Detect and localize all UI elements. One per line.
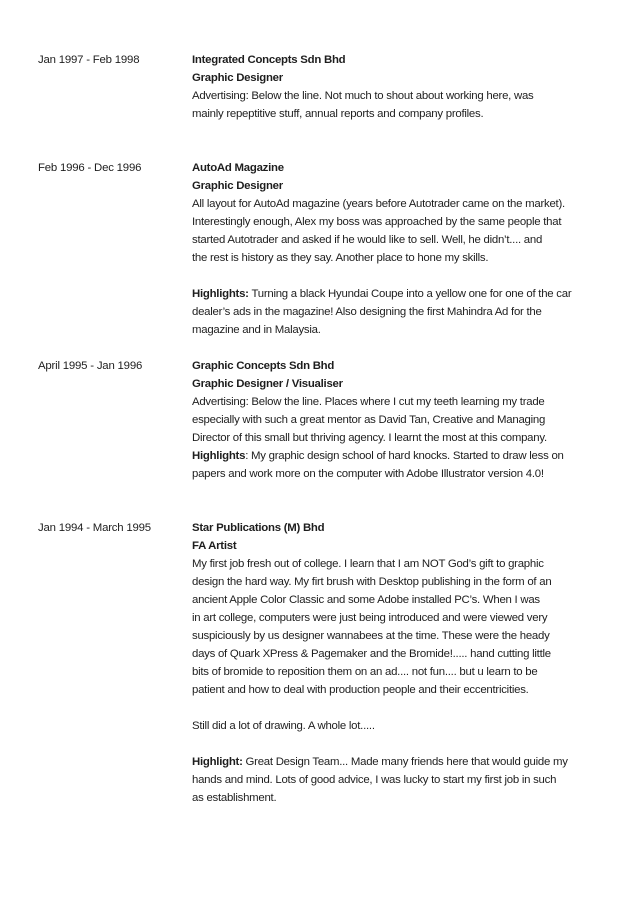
job-role: Graphic Designer: [192, 180, 283, 192]
job-details: [192, 357, 612, 483]
company-name: Integrated Concepts Sdn Bhd: [192, 54, 346, 66]
description-line: My first job fresh out of college. I learn that I am NOT God’s gift to graphic: [192, 558, 544, 570]
job-role: Graphic Designer / Visualiser: [192, 378, 343, 390]
job-role: FA Artist: [192, 540, 237, 552]
job-role: Graphic Designer: [192, 72, 283, 84]
company-name: Graphic Concepts Sdn Bhd: [192, 360, 335, 372]
description-line: Advertising: Below the line. Not much to shout about working here, was: [192, 90, 534, 102]
highlight-line: dealer’s ads in the magazine! Also designing the first Mahindra Ad for the: [192, 306, 542, 318]
description-line: in art college, computers were just being introduced and were viewed very: [192, 612, 548, 624]
description-line: patient and how to deal with production people and their eccentricities.: [192, 684, 529, 696]
job-details: [192, 159, 612, 339]
description-line: suspiciously by us designer wannabees at the time. These were the heady: [192, 630, 550, 642]
description-line: bits of bromide to reposition them on an ad.... not fun.... but u learn to be: [192, 666, 538, 678]
company-name: AutoAd Magazine: [192, 162, 284, 174]
description-line: Director of this small but thriving agency. I learnt the most at this company.: [192, 432, 547, 444]
highlight-line: [192, 285, 612, 303]
description-line: mainly repeptitive stuff, annual reports and company profiles.: [192, 108, 484, 120]
job-date: April 1995 - Jan 1996: [38, 360, 143, 372]
highlight-line: [192, 447, 612, 465]
job-date: Feb 1996 - Dec 1996: [38, 162, 142, 174]
description-line: especially with such a great mentor as David Tan, Creative and Managing: [192, 414, 546, 426]
highlight-line: [192, 753, 612, 771]
highlight-line: magazine and in Malaysia.: [192, 324, 321, 336]
description-line: the rest is history as they say. Another place to hone my skills.: [192, 252, 489, 264]
highlight-text: : My graphic design school of hard knocks. Started to draw less on: [245, 450, 564, 462]
highlight-text: Great Design Team... Made many friends here that would guide my: [242, 756, 568, 768]
job-date: Jan 1994 - March 1995: [38, 522, 151, 534]
extra-note: Still did a lot of drawing. A whole lot.....: [192, 720, 375, 732]
description-line: ancient Apple Color Classic and some Adobe installed PC’s. When I was: [192, 594, 540, 606]
description-line: Interestingly enough, Alex my boss was approached by the same people that: [192, 216, 562, 228]
highlight-line: hands and mind. Lots of good advice, I was lucky to start my first job in such: [192, 774, 557, 786]
highlight-label: Highlights:: [192, 288, 249, 300]
highlight-label: Highlight:: [192, 756, 243, 768]
job-date: Jan 1997 - Feb 1998: [38, 54, 140, 66]
job-details: [192, 519, 612, 807]
description-line: started Autotrader and asked if he would like to sell. Well, he didn’t.... and: [192, 234, 543, 246]
company-name: Star Publications (M) Bhd: [192, 522, 325, 534]
highlight-line: as establishment.: [192, 792, 277, 804]
job-details: [192, 51, 612, 123]
highlight-line: papers and work more on the computer with Adobe Illustrator version 4.0!: [192, 468, 544, 480]
highlight-label: Highlights: [192, 450, 246, 462]
description-line: Advertising: Below the line. Places where I cut my teeth learning my trade: [192, 396, 545, 408]
description-line: days of Quark XPress & Pagemaker and the Bromide!..... hand cutting little: [192, 648, 551, 660]
description-line: All layout for AutoAd magazine (years before Autotrader came on the market).: [192, 198, 565, 210]
highlight-text: Turning a black Hyundai Coupe into a yellow one for one of the car: [248, 288, 572, 300]
description-line: design the hard way. My firt brush with Desktop publishing in the form of an: [192, 576, 552, 588]
